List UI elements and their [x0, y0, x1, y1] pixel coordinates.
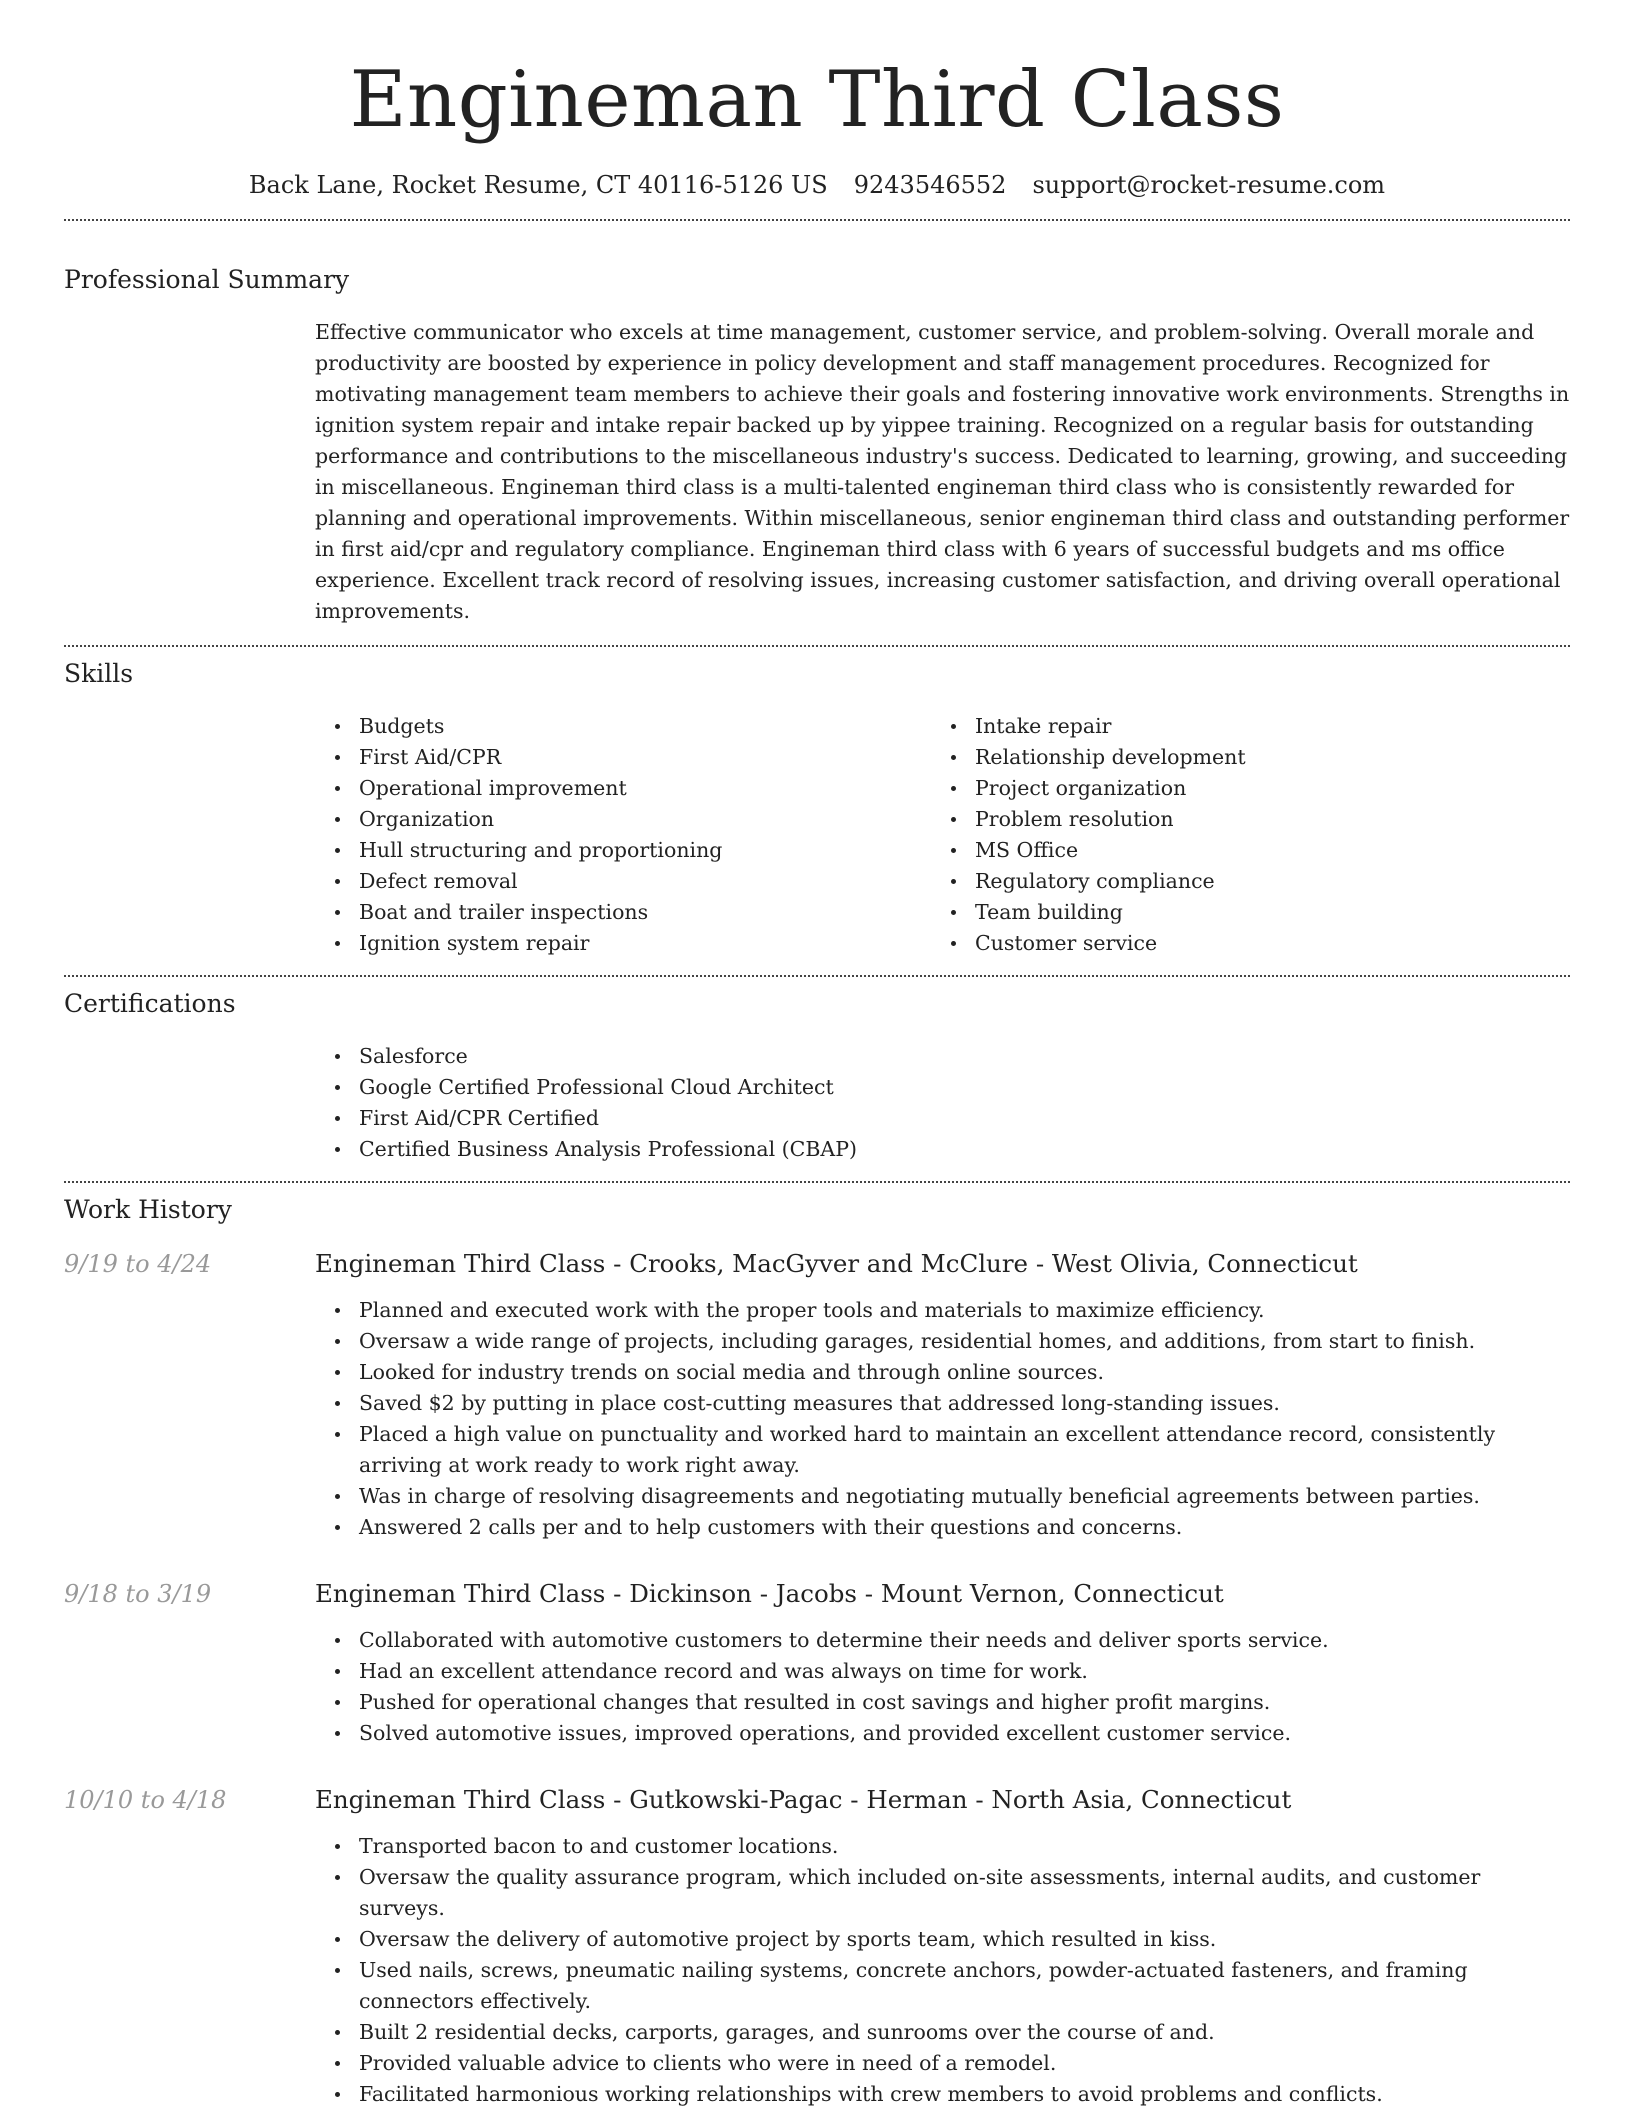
certification-item: Certified Business Analysis Professional (CBAP) [359, 1134, 1570, 1165]
job-bullet: Facilitated harmonious working relationships with crew members to avoid problems and conflicts. [359, 2079, 1570, 2110]
job-entry [64, 1783, 1570, 2110]
section-title-skills: Skills [64, 659, 134, 688]
job-entry [64, 1577, 1570, 1749]
job-bullet: Looked for industry trends on social media and through online sources. [359, 1357, 1570, 1388]
job-bullet: Oversaw the quality assurance program, which included on-site assessments, internal audits, and customer surveys. [359, 1862, 1570, 1924]
job-title: Engineman Third Class - Gutkowski-Pagac - Herman - North Asia, Connecticut [315, 1785, 1292, 1814]
section-title-certifications: Certifications [64, 989, 236, 1018]
job-entry [64, 1247, 1570, 1543]
certification-item: First Aid/CPR Certified [359, 1103, 1570, 1134]
work-history-section [64, 1183, 1570, 2110]
job-dates: 10/10 to 4/18 [64, 1786, 227, 1814]
job-bullet: Solved automotive issues, improved operations, and provided excellent customer service. [359, 1718, 1570, 1749]
job-details [315, 1577, 1570, 1749]
job-bullet: Provided valuable advice to clients who were in need of a remodel. [359, 2048, 1570, 2079]
job-bullets [315, 1295, 1570, 1543]
skills-list-left [315, 711, 931, 959]
section-title-summary: Professional Summary [64, 265, 350, 294]
certification-item: Salesforce [359, 1041, 1570, 1072]
job-title: Engineman Third Class - Dickinson - Jacobs - Mount Vernon, Connecticut [315, 1579, 1224, 1608]
skill-item: MS Office [975, 835, 1547, 866]
job-dates: 9/19 to 4/24 [64, 1250, 212, 1278]
professional-summary-section [64, 221, 1570, 647]
job-bullets [315, 1831, 1570, 2110]
candidate-name: Engineman Third Class [349, 55, 1285, 145]
contact-line [64, 168, 1570, 202]
job-bullet: Placed a high value on punctuality and worked hard to maintain an excellent attendance record, consistently arriving at work ready to work right away. [359, 1419, 1570, 1481]
skill-item: Hull structuring and proportioning [359, 835, 931, 866]
skill-item: Project organization [975, 773, 1547, 804]
skill-item: Ignition system repair [359, 928, 931, 959]
job-bullet: Was in charge of resolving disagreements and negotiating mutually beneficial agreements between parties. [359, 1481, 1570, 1512]
skills-columns [315, 711, 1570, 959]
skill-item: Team building [975, 897, 1547, 928]
skill-item: Intake repair [975, 711, 1547, 742]
skill-item: Regulatory compliance [975, 866, 1547, 897]
skill-item: Relationship development [975, 742, 1547, 773]
job-bullet: Transported bacon to and customer locations. [359, 1831, 1570, 1862]
certifications-content [315, 1041, 1570, 1165]
job-title: Engineman Third Class - Crooks, MacGyver and McClure - West Olivia, Connecticut [315, 1249, 1358, 1278]
job-bullet: Planned and executed work with the proper tools and materials to maximize efficiency. [359, 1295, 1570, 1326]
skills-list-right [931, 711, 1547, 959]
skill-item: Budgets [359, 711, 931, 742]
resume-header [64, 0, 1570, 202]
job-details [315, 1247, 1570, 1543]
job-bullet: Built 2 residential decks, carports, garages, and sunrooms over the course of and. [359, 2017, 1570, 2048]
job-bullet: Saved $2 by putting in place cost-cutting measures that addressed long-standing issues. [359, 1388, 1570, 1419]
job-bullet: Answered 2 calls per and to help customers with their questions and concerns. [359, 1512, 1570, 1543]
certification-item: Google Certified Professional Cloud Architect [359, 1072, 1570, 1103]
email-text: support@rocket-resume.com [1032, 171, 1386, 199]
skills-section [64, 647, 1570, 977]
job-bullet: Collaborated with automotive customers to determine their needs and deliver sports service. [359, 1625, 1570, 1656]
job-bullet: Pushed for operational changes that resulted in cost savings and higher profit margins. [359, 1687, 1570, 1718]
skill-item: Customer service [975, 928, 1547, 959]
job-bullet: Oversaw a wide range of projects, including garages, residential homes, and additions, from start to finish. [359, 1326, 1570, 1357]
job-details [315, 1783, 1570, 2110]
skill-item: Defect removal [359, 866, 931, 897]
phone-text: 9243546552 [853, 171, 1007, 199]
certifications-list [315, 1041, 1570, 1165]
job-bullets [315, 1625, 1570, 1749]
job-bullet: Used nails, screws, pneumatic nailing systems, concrete anchors, powder-actuated fasteners, and framing connectors effectively. [359, 1955, 1570, 2017]
job-bullet: Had an excellent attendance record and was always on time for work. [359, 1656, 1570, 1687]
summary-text: Effective communicator who excels at time management, customer service, and problem-solving. Overall morale and productivity are boosted by experience in policy development and staff management procedures. Recognized for motivating management team members to achieve their goals and fostering innovative work environments. Strengths in ignition system repair and intake repair backed up by yippee training. Recognized on a regular basis for outstanding performance and contributions to the miscellaneous industry's success. Dedicated to learning, growing, and succeeding in miscellaneous. Engineman third class is a multi-talented engineman third class who is consistently rewarded for planning and operational improvements. Within miscellaneous, senior engineman third class and outstanding performer in first aid/cpr and regulatory compliance. Engineman third class with 6 years of successful budgets and ms office experience. Excellent track record of resolving issues, increasing customer satisfaction, and driving overall operational improvements. [315, 320, 1570, 623]
skill-item: Boat and trailer inspections [359, 897, 931, 928]
skill-item: Organization [359, 804, 931, 835]
skill-item: Problem resolution [975, 804, 1547, 835]
resume-page [64, 0, 1570, 2110]
job-bullet: Oversaw the delivery of automotive project by sports team, which resulted in kiss. [359, 1924, 1570, 1955]
address-text: Back Lane, Rocket Resume, CT 40116-5126 US [248, 171, 828, 199]
certifications-section [64, 977, 1570, 1183]
skill-item: Operational improvement [359, 773, 931, 804]
skill-item: First Aid/CPR [359, 742, 931, 773]
job-dates: 9/18 to 3/19 [64, 1580, 212, 1608]
section-title-work-history: Work History [64, 1195, 232, 1224]
